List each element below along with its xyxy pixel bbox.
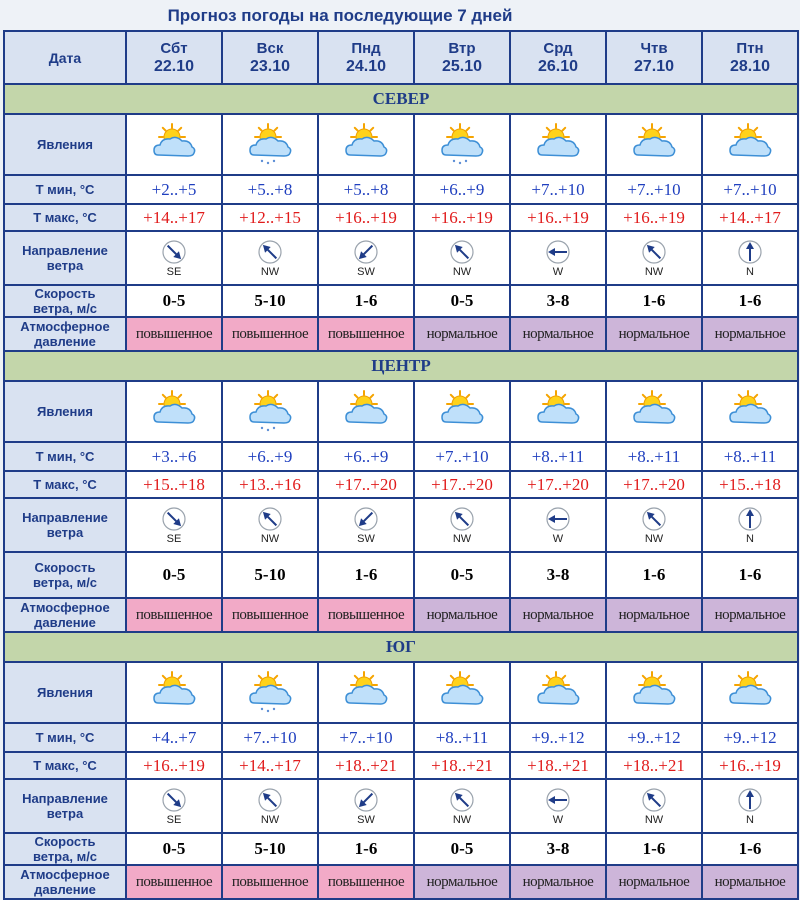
weather-cell <box>318 114 414 175</box>
wind-arrow-icon <box>449 506 475 532</box>
tmin-value: +8..+11 <box>510 442 606 471</box>
wind-direction-row <box>4 779 798 833</box>
wind-direction-value: NW <box>644 813 664 826</box>
wind-direction-cell <box>702 498 798 552</box>
day-date: 22.10 <box>153 57 195 75</box>
pressure-value: нормальное <box>510 598 606 632</box>
day-date: 25.10 <box>441 57 483 75</box>
wind-direction-label <box>4 498 126 552</box>
tmax-label: Т макс, °С <box>4 752 126 779</box>
tmin-value: +7..+10 <box>606 175 702 204</box>
wind-speed-label <box>4 285 126 317</box>
region-center-row <box>4 351 798 381</box>
tmin-value: +4..+7 <box>126 723 222 752</box>
wind-direction-value: NW <box>260 532 280 545</box>
wind-direction-value: SE <box>166 532 182 545</box>
sun-cloud-icon <box>342 123 390 167</box>
phenomena-label: Явления <box>4 114 126 175</box>
day-name: Чтв <box>640 39 668 57</box>
pressure-row <box>4 865 798 899</box>
wind-direction-value: W <box>552 265 564 278</box>
wind-speed-value: 0-5 <box>126 833 222 865</box>
phenomena-label: Явления <box>4 381 126 442</box>
wind-direction-value: NW <box>260 265 280 278</box>
tmax-value: +17..+20 <box>318 471 414 498</box>
tmax-value: +18..+21 <box>414 752 510 779</box>
weather-cell <box>318 381 414 442</box>
wind-direction-value: SW <box>357 813 375 826</box>
weather-cell <box>606 381 702 442</box>
wind-direction-label-line2: ветра <box>46 525 84 540</box>
wind-direction-value: NW <box>452 532 472 545</box>
day-header <box>222 31 318 84</box>
wind-speed-value: 0-5 <box>414 552 510 598</box>
wind-direction-value: NW <box>452 265 472 278</box>
wind-speed-label <box>4 833 126 865</box>
weather-cell <box>606 114 702 175</box>
wind-direction-cell <box>414 498 510 552</box>
sun-cloud-icon <box>534 390 582 434</box>
wind-direction-cell <box>222 779 318 833</box>
tmax-value: +16..+19 <box>510 204 606 231</box>
wind-direction-cell <box>606 498 702 552</box>
wind-direction-cell <box>606 231 702 285</box>
weather-cell <box>510 381 606 442</box>
wind-direction-value: NW <box>260 813 280 826</box>
wind-arrow-icon <box>353 239 379 265</box>
day-header <box>702 31 798 84</box>
wind-speed-label-line1: Скорость <box>34 286 96 301</box>
pressure-label-line1: Атмосферное <box>20 867 110 882</box>
pressure-label-line2: давление <box>34 882 96 897</box>
tmin-value: +7..+10 <box>222 723 318 752</box>
day-date: 27.10 <box>633 57 675 75</box>
weather-cell <box>222 381 318 442</box>
wind-arrow-icon <box>545 787 571 813</box>
sun-cloud-icon <box>534 671 582 715</box>
wind-speed-row <box>4 833 798 865</box>
wind-speed-value: 1-6 <box>606 285 702 317</box>
tmin-value: +9..+12 <box>606 723 702 752</box>
weather-cell <box>702 114 798 175</box>
weather-cell <box>510 662 606 723</box>
wind-direction-value: SW <box>357 532 375 545</box>
wind-arrow-icon <box>641 787 667 813</box>
tmax-value: +18..+21 <box>606 752 702 779</box>
region-south-row <box>4 632 798 662</box>
pressure-label-line2: давление <box>34 615 96 630</box>
page-title: Прогноз погоды на последующие 7 дней <box>167 6 513 25</box>
sun-cloud-rain-icon <box>246 671 294 715</box>
wind-direction-value: NW <box>452 813 472 826</box>
sun-cloud-icon <box>438 671 486 715</box>
pressure-value: повышенное <box>222 598 318 632</box>
day-header <box>606 31 702 84</box>
wind-direction-value: NW <box>644 265 664 278</box>
weather-cell <box>414 381 510 442</box>
pressure-row <box>4 317 798 351</box>
sun-cloud-icon <box>534 123 582 167</box>
pressure-value: нормальное <box>606 865 702 899</box>
wind-direction-cell <box>318 231 414 285</box>
wind-direction-cell <box>222 231 318 285</box>
wind-arrow-icon <box>161 787 187 813</box>
tmax-value: +12..+15 <box>222 204 318 231</box>
sun-cloud-icon <box>342 390 390 434</box>
sun-cloud-icon <box>726 123 774 167</box>
pressure-value: повышенное <box>126 865 222 899</box>
wind-direction-cell <box>702 231 798 285</box>
tmin-value: +7..+10 <box>510 175 606 204</box>
day-date: 26.10 <box>537 57 579 75</box>
sun-cloud-icon <box>630 390 678 434</box>
tmin-value: +8..+11 <box>414 723 510 752</box>
wind-direction-value: SW <box>357 265 375 278</box>
pressure-value: повышенное <box>126 598 222 632</box>
wind-arrow-icon <box>257 239 283 265</box>
wind-arrow-icon <box>737 239 763 265</box>
sun-cloud-icon <box>630 671 678 715</box>
sun-cloud-rain-icon <box>246 390 294 434</box>
wind-direction-value: W <box>552 813 564 826</box>
wind-direction-cell <box>606 779 702 833</box>
sun-cloud-icon <box>150 390 198 434</box>
tmax-value: +14..+17 <box>702 204 798 231</box>
wind-speed-value: 1-6 <box>606 552 702 598</box>
wind-speed-label-line2: ветра, м/с <box>32 575 98 590</box>
tmin-value: +2..+5 <box>126 175 222 204</box>
wind-arrow-icon <box>737 787 763 813</box>
tmin-value: +7..+10 <box>318 723 414 752</box>
wind-speed-label-line2: ветра, м/с <box>32 849 98 864</box>
weather-cell <box>414 114 510 175</box>
wind-speed-label-line1: Скорость <box>34 560 96 575</box>
wind-speed-value: 1-6 <box>702 833 798 865</box>
tmax-value: +17..+20 <box>414 471 510 498</box>
wind-arrow-icon <box>257 506 283 532</box>
wind-speed-value: 3-8 <box>510 552 606 598</box>
wind-arrow-icon <box>641 506 667 532</box>
day-header <box>318 31 414 84</box>
pressure-label <box>4 598 126 632</box>
wind-speed-row <box>4 285 798 317</box>
day-date: 24.10 <box>345 57 387 75</box>
weather-cell <box>702 662 798 723</box>
pressure-label-line1: Атмосферное <box>20 600 110 615</box>
pressure-value: повышенное <box>126 317 222 351</box>
sun-cloud-icon <box>438 390 486 434</box>
pressure-label <box>4 317 126 351</box>
tmax-value: +14..+17 <box>126 204 222 231</box>
region-north-row <box>4 84 798 114</box>
phenomena-label: Явления <box>4 662 126 723</box>
tmax-value: +17..+20 <box>606 471 702 498</box>
tmax-row <box>4 471 798 498</box>
wind-direction-value: SE <box>166 813 182 826</box>
pressure-value: нормальное <box>606 317 702 351</box>
tmin-value: +9..+12 <box>510 723 606 752</box>
wind-speed-value: 1-6 <box>702 552 798 598</box>
wind-direction-value: NW <box>644 532 664 545</box>
wind-speed-value: 5-10 <box>222 833 318 865</box>
tmax-value: +15..+18 <box>126 471 222 498</box>
tmax-value: +16..+19 <box>126 752 222 779</box>
wind-direction-cell <box>414 231 510 285</box>
tmin-value: +8..+11 <box>702 442 798 471</box>
wind-direction-cell <box>126 231 222 285</box>
sun-cloud-icon <box>150 671 198 715</box>
tmin-value: +7..+10 <box>414 442 510 471</box>
tmax-label: Т макс, °С <box>4 471 126 498</box>
wind-direction-cell <box>414 779 510 833</box>
wind-speed-value: 5-10 <box>222 285 318 317</box>
wind-direction-value: W <box>552 532 564 545</box>
day-date: 28.10 <box>729 57 771 75</box>
region-title: СЕВЕР <box>4 84 798 114</box>
wind-direction-label <box>4 779 126 833</box>
pressure-value: нормальное <box>702 598 798 632</box>
weather-cell <box>510 114 606 175</box>
tmin-value: +3..+6 <box>126 442 222 471</box>
tmin-row <box>4 442 798 471</box>
wind-arrow-icon <box>353 506 379 532</box>
tmax-value: +16..+19 <box>606 204 702 231</box>
wind-speed-label-line2: ветра, м/с <box>32 301 98 316</box>
weather-cell <box>222 662 318 723</box>
tmin-value: +6..+9 <box>222 442 318 471</box>
wind-direction-cell <box>510 498 606 552</box>
day-header <box>126 31 222 84</box>
sun-cloud-icon <box>726 671 774 715</box>
date-header: Дата <box>4 31 126 84</box>
pressure-label-line2: давление <box>34 334 96 349</box>
sun-cloud-rain-icon <box>438 123 486 167</box>
tmax-value: +16..+19 <box>414 204 510 231</box>
tmax-value: +16..+19 <box>318 204 414 231</box>
weather-cell <box>222 114 318 175</box>
pressure-value: нормальное <box>414 598 510 632</box>
wind-direction-label <box>4 231 126 285</box>
wind-direction-label-line1: Направление <box>22 243 108 258</box>
tmin-value: +6..+9 <box>414 175 510 204</box>
wind-direction-cell <box>318 779 414 833</box>
wind-speed-value: 0-5 <box>414 833 510 865</box>
tmax-value: +18..+21 <box>318 752 414 779</box>
tmax-value: +17..+20 <box>510 471 606 498</box>
tmin-value: +5..+8 <box>222 175 318 204</box>
pressure-value: нормальное <box>510 865 606 899</box>
day-name: Срд <box>543 39 573 57</box>
pressure-value: нормальное <box>702 865 798 899</box>
pressure-label <box>4 865 126 899</box>
phenomena-row <box>4 662 798 723</box>
day-name: Втр <box>448 39 476 57</box>
weather-cell <box>126 662 222 723</box>
header-row <box>4 31 798 84</box>
pressure-row <box>4 598 798 632</box>
weather-cell <box>606 662 702 723</box>
pressure-value: повышенное <box>318 317 414 351</box>
tmin-label: Т мин, °С <box>4 175 126 204</box>
pressure-value: повышенное <box>222 865 318 899</box>
day-name: Пнд <box>351 39 381 57</box>
wind-direction-label-line1: Направление <box>22 791 108 806</box>
pressure-value: повышенное <box>222 317 318 351</box>
weather-cell <box>702 381 798 442</box>
phenomena-row <box>4 381 798 442</box>
wind-arrow-icon <box>545 506 571 532</box>
wind-direction-value: SE <box>166 265 182 278</box>
wind-direction-value: N <box>746 813 754 826</box>
wind-speed-value: 1-6 <box>318 552 414 598</box>
tmin-label: Т мин, °С <box>4 442 126 471</box>
wind-direction-row <box>4 498 798 552</box>
wind-direction-cell <box>222 498 318 552</box>
wind-speed-row <box>4 552 798 598</box>
wind-arrow-icon <box>161 506 187 532</box>
pressure-value: нормальное <box>702 317 798 351</box>
tmin-value: +5..+8 <box>318 175 414 204</box>
sun-cloud-icon <box>630 123 678 167</box>
tmin-value: +8..+11 <box>606 442 702 471</box>
wind-arrow-icon <box>641 239 667 265</box>
wind-arrow-icon <box>257 787 283 813</box>
wind-arrow-icon <box>545 239 571 265</box>
wind-speed-value: 1-6 <box>318 833 414 865</box>
wind-direction-row <box>4 231 798 285</box>
wind-arrow-icon <box>449 239 475 265</box>
day-name: Сбт <box>160 39 188 57</box>
tmax-row <box>4 204 798 231</box>
pressure-value: нормальное <box>414 865 510 899</box>
tmin-value: +6..+9 <box>318 442 414 471</box>
weather-cell <box>414 662 510 723</box>
region-title: ЮГ <box>4 632 798 662</box>
day-name: Вск <box>256 39 284 57</box>
weather-cell <box>318 662 414 723</box>
wind-direction-cell <box>510 779 606 833</box>
wind-direction-cell <box>702 779 798 833</box>
wind-direction-cell <box>126 498 222 552</box>
tmax-value: +14..+17 <box>222 752 318 779</box>
wind-direction-value: N <box>746 265 754 278</box>
day-name: Птн <box>736 39 764 57</box>
wind-speed-value: 1-6 <box>702 285 798 317</box>
wind-arrow-icon <box>737 506 763 532</box>
pressure-label-line1: Атмосферное <box>20 319 110 334</box>
pressure-value: нормальное <box>606 598 702 632</box>
pressure-value: повышенное <box>318 865 414 899</box>
wind-arrow-icon <box>449 787 475 813</box>
wind-direction-value: N <box>746 532 754 545</box>
wind-direction-cell <box>126 779 222 833</box>
wind-speed-value: 3-8 <box>510 285 606 317</box>
pressure-value: повышенное <box>318 598 414 632</box>
sun-cloud-rain-icon <box>246 123 294 167</box>
weather-cell <box>126 114 222 175</box>
day-date: 23.10 <box>249 57 291 75</box>
wind-direction-label-line2: ветра <box>46 258 84 273</box>
sun-cloud-icon <box>150 123 198 167</box>
tmax-label: Т макс, °С <box>4 204 126 231</box>
wind-direction-label-line2: ветра <box>46 806 84 821</box>
wind-speed-value: 0-5 <box>126 552 222 598</box>
sun-cloud-icon <box>726 390 774 434</box>
tmin-row <box>4 723 798 752</box>
sun-cloud-icon <box>342 671 390 715</box>
tmin-value: +7..+10 <box>702 175 798 204</box>
wind-direction-label-line1: Направление <box>22 510 108 525</box>
wind-speed-value: 1-6 <box>606 833 702 865</box>
pressure-value: нормальное <box>414 317 510 351</box>
tmin-row <box>4 175 798 204</box>
tmax-row <box>4 752 798 779</box>
pressure-value: нормальное <box>510 317 606 351</box>
day-header <box>510 31 606 84</box>
wind-arrow-icon <box>161 239 187 265</box>
forecast-table <box>3 30 799 900</box>
wind-speed-value: 1-6 <box>318 285 414 317</box>
wind-speed-value: 0-5 <box>126 285 222 317</box>
tmin-value: +9..+12 <box>702 723 798 752</box>
wind-arrow-icon <box>353 787 379 813</box>
region-title: ЦЕНТР <box>4 351 798 381</box>
wind-direction-cell <box>510 231 606 285</box>
tmax-value: +16..+19 <box>702 752 798 779</box>
wind-speed-value: 0-5 <box>414 285 510 317</box>
wind-speed-label <box>4 552 126 598</box>
wind-speed-value: 5-10 <box>222 552 318 598</box>
wind-speed-value: 3-8 <box>510 833 606 865</box>
tmax-value: +15..+18 <box>702 471 798 498</box>
tmin-label: Т мин, °С <box>4 723 126 752</box>
wind-speed-label-line1: Скорость <box>34 834 96 849</box>
wind-direction-cell <box>318 498 414 552</box>
tmax-value: +18..+21 <box>510 752 606 779</box>
weather-cell <box>126 381 222 442</box>
tmax-value: +13..+16 <box>222 471 318 498</box>
phenomena-row <box>4 114 798 175</box>
day-header <box>414 31 510 84</box>
